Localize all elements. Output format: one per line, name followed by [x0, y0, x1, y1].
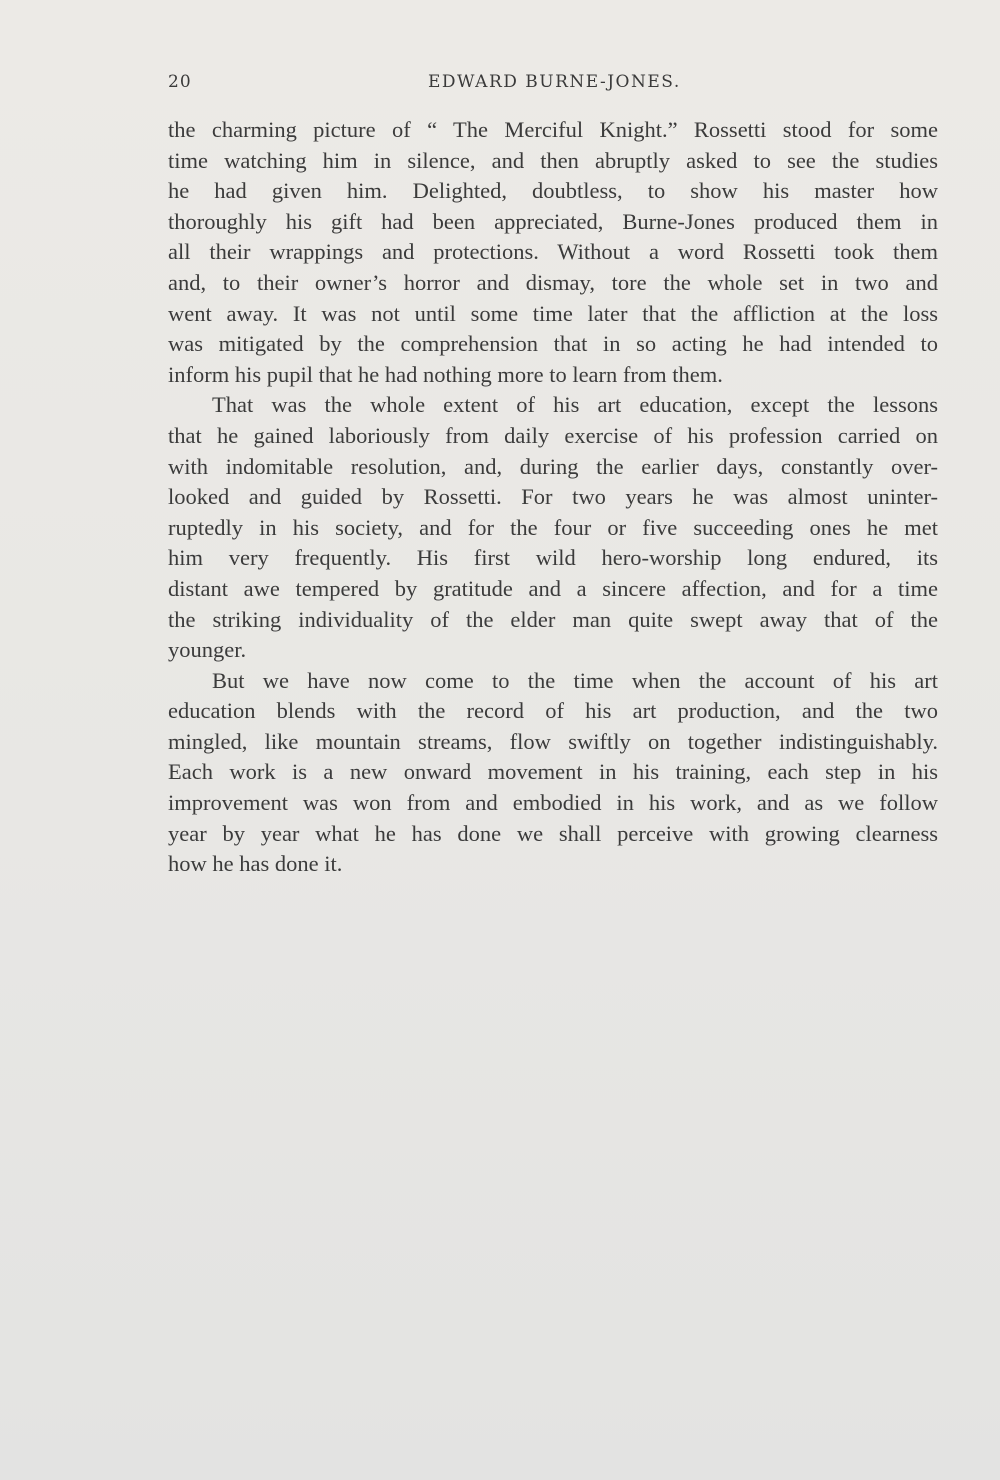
text-line: younger.: [168, 637, 247, 663]
text-line: education blends with the record of his art production, and the two: [168, 698, 938, 724]
text-line: That was the whole extent of his art education, except the lessons: [212, 392, 938, 418]
text-line: with indomitable resolution, and, during the earlier days, constantly over-: [168, 453, 938, 479]
text-line: and, to their owner’s horror and dismay, tore the whole set in two and: [168, 269, 938, 295]
body-text: [168, 115, 938, 880]
running-title: EDWARD BURNE-JONES.: [428, 72, 681, 92]
text-line: all their wrappings and protections. Without a word Rossetti took them: [168, 239, 938, 265]
text-line: mingled, like mountain streams, flow swiftly on together indistinguishably.: [168, 728, 938, 754]
paragraph-1: [168, 115, 938, 390]
text-line: But we have now come to the time when the account of his art: [212, 667, 938, 693]
text-line: inform his pupil that he had nothing more to learn from them.: [168, 361, 723, 387]
text-line: was mitigated by the comprehension that in so acting he had intended to: [168, 331, 938, 357]
text-line: distant awe tempered by gratitude and a sincere affection, and for a time: [168, 575, 938, 601]
text-line: thoroughly his gift had been appreciated, Burne-Jones produced them in: [168, 208, 938, 234]
text-line: the charming picture of “ The Merciful Knight.” Rossetti stood for some: [168, 117, 938, 142]
paragraph-2: [168, 390, 938, 665]
text-line: that he gained laboriously from daily exercise of his profession carried on: [168, 422, 938, 448]
text-line: time watching him in silence, and then abruptly asked to see the studies: [168, 147, 938, 173]
paragraph-3: [168, 666, 938, 880]
page-number: 20: [168, 72, 192, 92]
text-line: the striking individuality of the elder man quite swept away that of the: [168, 606, 938, 632]
text-line: ruptedly in his society, and for the four or five succeeding ones he met: [168, 514, 938, 540]
text-line: Each work is a new onward movement in his training, each step in his: [168, 759, 938, 785]
text-line: how he has done it.: [168, 851, 343, 877]
text-line: him very frequently. His first wild hero-worship long endured, its: [168, 545, 938, 571]
running-head: [168, 66, 938, 96]
text-line: improvement was won from and embodied in his work, and as we follow: [168, 790, 938, 816]
text-line: he had given him. Delighted, doubtless, to show his master how: [168, 178, 938, 204]
text-line: went away. It was not until some time later that the affliction at the loss: [168, 300, 938, 326]
text-line: year by year what he has done we shall perceive with growing clearness: [168, 820, 938, 846]
text-line: looked and guided by Rossetti. For two years he was almost uninter-: [168, 484, 938, 510]
